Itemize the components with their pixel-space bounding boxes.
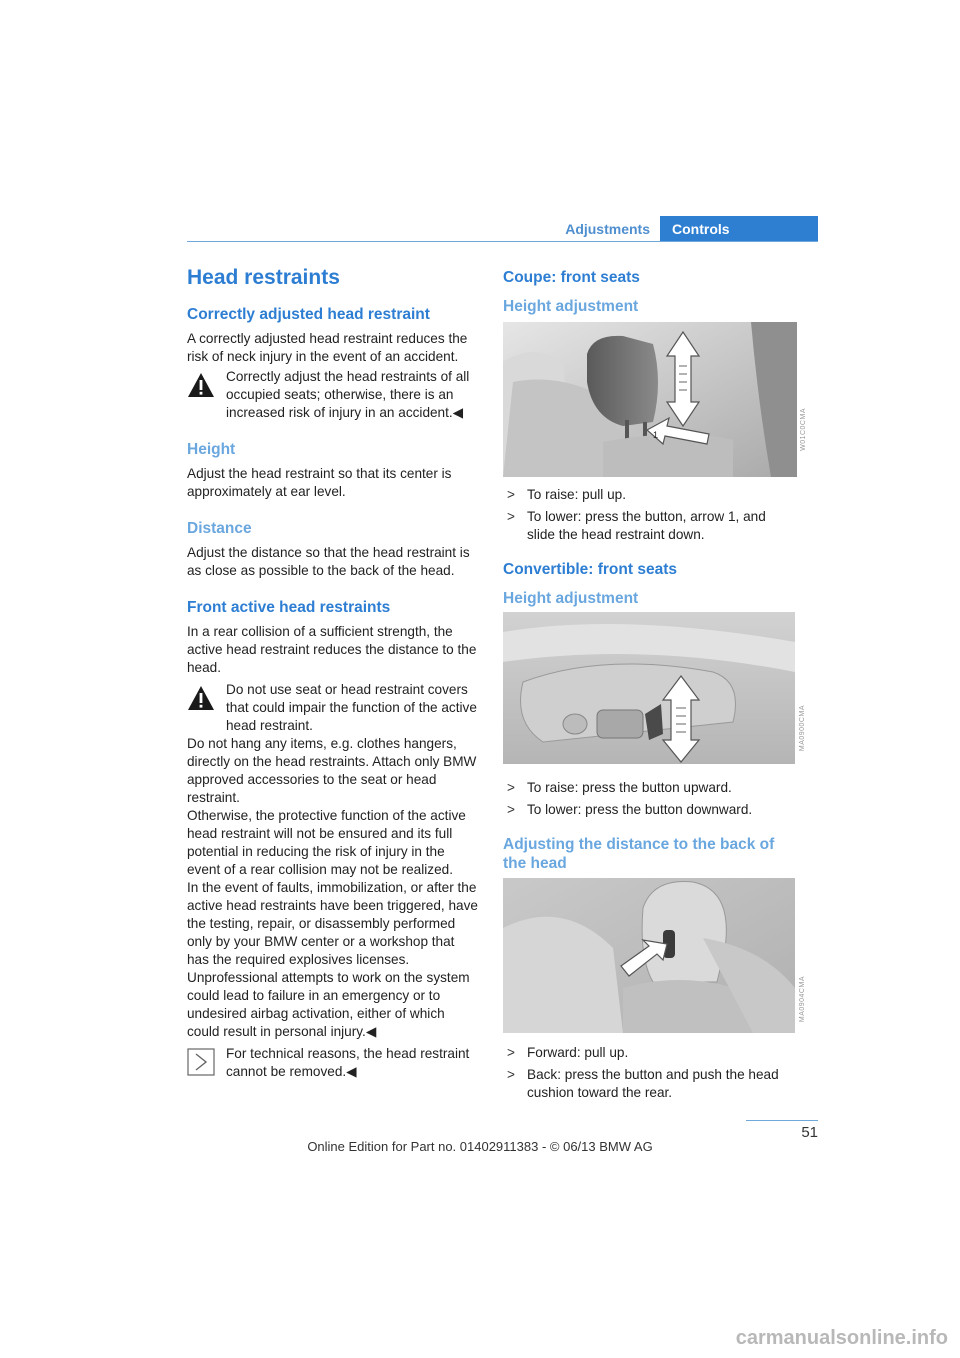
warning-text-2-p3: In the event of faults, immobilization, or after the active head restraints have been triggered, have the testing, repair, or disassembly performed only by your BMW center or a workshop that has the required explosives licenses. Unprofessional attempts to work on the system could lead to failure in an emergency or to undesired airbag activation, either of which could result in personal injury.◀ bbox=[187, 880, 478, 1039]
list-item-text: To lower: press the button, arrow 1, and slide the head restraint down. bbox=[527, 509, 766, 542]
list-item-text: Forward: pull up. bbox=[527, 1045, 629, 1060]
section-heading-convertible: Convertible: front seats bbox=[503, 561, 677, 578]
list-item bbox=[503, 508, 795, 544]
figure-coupe-head-restraint bbox=[503, 322, 797, 477]
paragraph-active: In a rear collision of a sufficient strength, the active head restraint reduces the distance to the head. bbox=[187, 624, 477, 675]
arrow-callout-label: 1 bbox=[653, 430, 659, 440]
list-item-text: To raise: press the button upward. bbox=[527, 780, 732, 795]
list-item bbox=[503, 1044, 795, 1062]
section-heading-correct: Correctly adjusted head restraint bbox=[187, 306, 430, 323]
warning-text-2-lead: Do not use seat or head restraint covers that could impair the function of the active head restraint. bbox=[226, 682, 477, 733]
distance-adjustment-illustration bbox=[503, 878, 795, 1033]
right-column-part-2 bbox=[503, 476, 795, 614]
note-text: For technical reasons, the head restraint cannot be removed.◀ bbox=[226, 1046, 470, 1079]
page-title: Head restraints bbox=[187, 266, 340, 289]
bullet-marker: > bbox=[507, 509, 515, 524]
section-heading-distance-head: Adjusting the distance to the back of the head bbox=[503, 836, 775, 872]
figure-code-coupe: W01C0CMA bbox=[800, 408, 807, 451]
bullet-marker: > bbox=[507, 1045, 515, 1060]
figure-code-distance: MA0904CMA bbox=[799, 976, 806, 1023]
warning-block-1 bbox=[187, 368, 479, 422]
page-number: 51 bbox=[801, 1124, 818, 1141]
paragraph-height: Adjust the head restraint so that its center is approximately at ear level. bbox=[187, 466, 452, 499]
bullet-marker: > bbox=[507, 487, 515, 502]
coupe-head-restraint-illustration bbox=[503, 322, 797, 477]
right-column bbox=[503, 265, 795, 322]
right-column-part-3 bbox=[503, 769, 795, 879]
warning-text-2-p1: Do not hang any items, e.g. clothes hangers, directly on the head restraints. Attach only BMW approved accessories to the seat or head restraint. bbox=[187, 736, 477, 805]
left-column bbox=[187, 265, 479, 1081]
right-column-part-4 bbox=[503, 1034, 795, 1106]
paragraph-distance: Adjust the distance so that the head restraint is as close as possible to the back of the head. bbox=[187, 545, 470, 578]
edition-footer: Online Edition for Part no. 01402911383 - © 06/13 BMW AG bbox=[307, 1139, 653, 1154]
section-heading-height: Height bbox=[187, 441, 236, 458]
list-item-text: To lower: press the button downward. bbox=[527, 802, 753, 817]
note-block bbox=[187, 1045, 479, 1081]
convertible-steps-list bbox=[503, 779, 795, 819]
distance-steps-list bbox=[503, 1044, 795, 1102]
warning-triangle-icon bbox=[187, 685, 215, 711]
list-item bbox=[503, 486, 795, 504]
section-heading-coupe: Coupe: front seats bbox=[503, 269, 640, 286]
list-item-text: Back: press the button and push the head cushion toward the rear. bbox=[527, 1067, 779, 1100]
header-rule bbox=[187, 241, 818, 242]
figure-distance-adjustment bbox=[503, 878, 795, 1033]
warning-text-1: Correctly adjust the head restraints of all occupied seats; otherwise, there is an increased risk of injury in an accident.◀ bbox=[226, 369, 470, 420]
convertible-seat-illustration bbox=[503, 612, 795, 764]
list-item bbox=[503, 801, 795, 819]
section-heading-distance: Distance bbox=[187, 520, 252, 537]
bullet-marker: > bbox=[507, 802, 515, 817]
running-header-tab: Controls bbox=[660, 216, 818, 242]
figure-code-convertible: MA0900CMA bbox=[799, 705, 806, 752]
list-item bbox=[503, 779, 795, 797]
subheading-convertible-height: Height adjustment bbox=[503, 590, 639, 607]
list-item-text: To raise: pull up. bbox=[527, 487, 626, 502]
warning-text-2-p2: Otherwise, the protective function of the active head restraint will not be ensured and its full potential in reducing the risk of injury in the event of a rear collision may not be realized. bbox=[187, 808, 466, 877]
paragraph-correct: A correctly adjusted head restraint reduces the risk of neck injury in the event of an accident. bbox=[187, 331, 468, 364]
bullet-marker: > bbox=[507, 1067, 515, 1082]
section-heading-active: Front active head restraints bbox=[187, 599, 391, 616]
coupe-steps-list bbox=[503, 486, 795, 544]
running-header-section: Adjustments bbox=[565, 221, 650, 237]
note-arrow-icon bbox=[187, 1048, 215, 1076]
watermark: carmanualsonline.info bbox=[735, 1327, 948, 1349]
warning-block-2 bbox=[187, 681, 479, 735]
bullet-marker: > bbox=[507, 780, 515, 795]
warning-triangle-icon bbox=[187, 372, 215, 398]
page-number-rule bbox=[746, 1120, 818, 1121]
subheading-coupe-height: Height adjustment bbox=[503, 298, 639, 315]
figure-convertible-seat-control bbox=[503, 612, 795, 764]
list-item bbox=[503, 1066, 795, 1102]
